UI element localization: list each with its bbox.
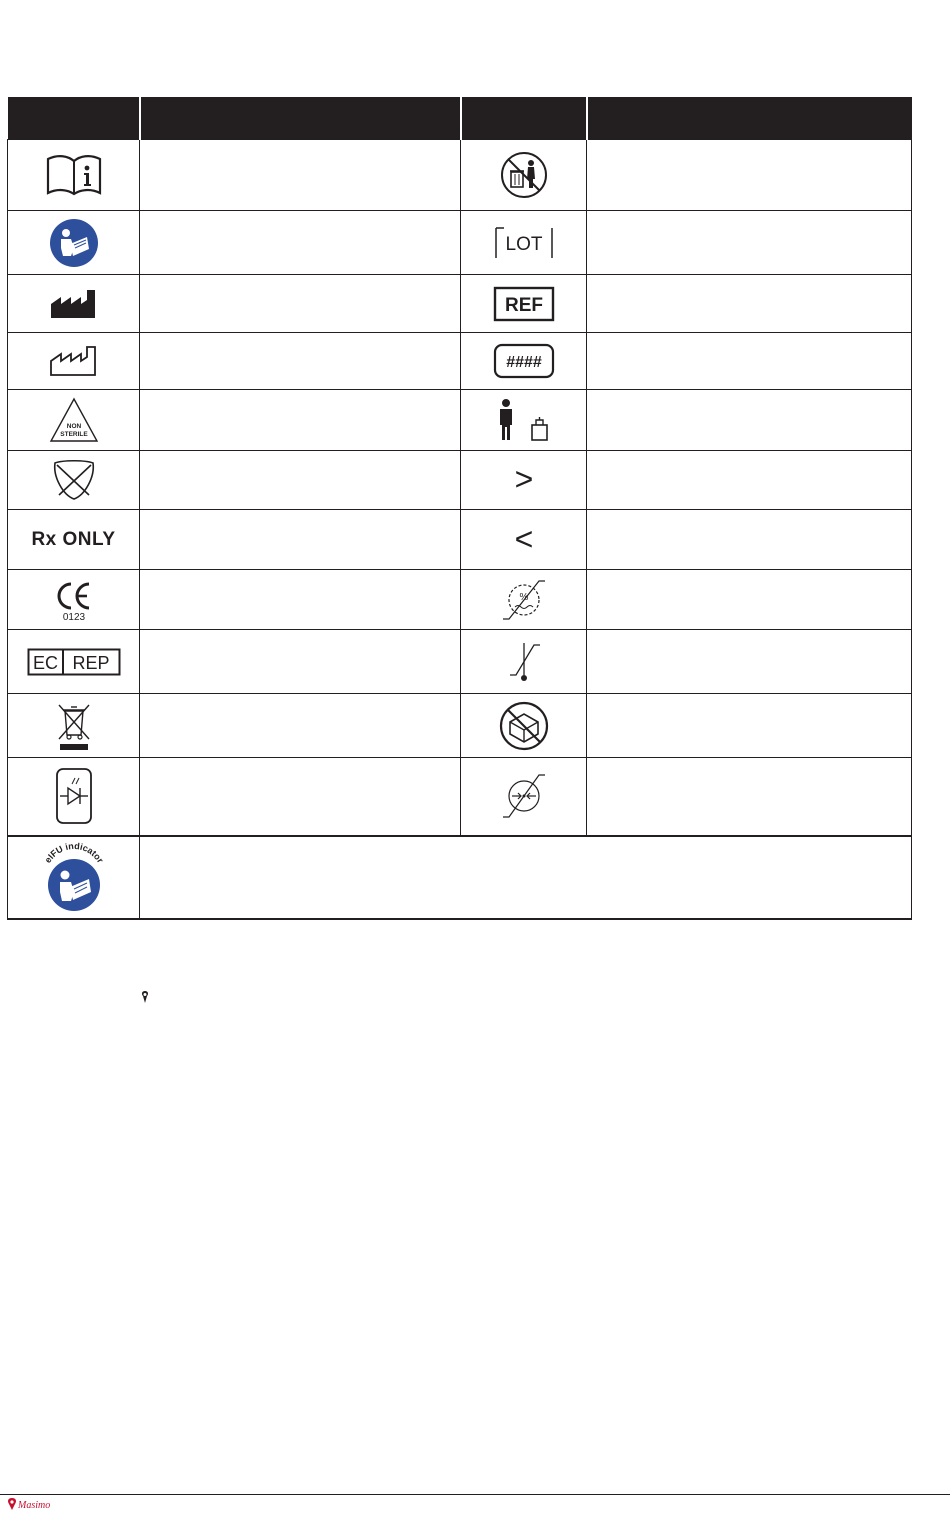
- table-row: [8, 390, 912, 451]
- masimo-small-mark-icon: [140, 990, 150, 1004]
- description-cell: [587, 451, 912, 510]
- do-not-use-if-damaged-icon: [498, 700, 550, 752]
- svg-text:NON: NON: [66, 423, 81, 430]
- consult-instructions-icon: [44, 153, 104, 197]
- table-row: [8, 451, 912, 510]
- weee-disposal-icon: [54, 701, 94, 751]
- symbol-cell: [461, 333, 587, 390]
- lot-code-icon: [494, 226, 554, 260]
- table-row: [8, 140, 912, 211]
- temperature-limit-icon: [504, 639, 544, 685]
- svg-text:eIFU indicator: eIFU indicator: [42, 840, 105, 865]
- description-cell: [587, 390, 912, 451]
- table-row: [8, 836, 912, 919]
- symbol-cell: [8, 451, 140, 510]
- description-cell: [140, 451, 461, 510]
- symbol-cell: [461, 510, 587, 570]
- greater-than-icon: [509, 463, 539, 497]
- symbol-cell: [461, 630, 587, 694]
- description-cell: [587, 333, 912, 390]
- symbol-cell: [461, 570, 587, 630]
- svg-text:>: >: [514, 463, 533, 497]
- follow-instructions-icon: [49, 218, 99, 268]
- symbol-cell: [461, 275, 587, 333]
- symbol-cell: [8, 510, 140, 570]
- symbol-cell: [461, 694, 587, 758]
- table-row: [8, 510, 912, 570]
- description-cell: [140, 275, 461, 333]
- svg-text:REF: REF: [504, 294, 543, 316]
- description-cell: [140, 510, 461, 570]
- table-row: [8, 211, 912, 275]
- symbol-cell: [8, 275, 140, 333]
- description-cell: [587, 140, 912, 211]
- table-row: [8, 333, 912, 390]
- header-description-1: [140, 97, 461, 140]
- non-sterile-icon: [49, 397, 99, 443]
- humidity-limitation-icon: [501, 577, 547, 623]
- light-emitting-diode-icon: [54, 766, 94, 826]
- table-header-row: [8, 97, 912, 140]
- symbol-cell: [8, 694, 140, 758]
- description-cell: [140, 758, 461, 836]
- symbol-cell: [8, 211, 140, 275]
- do-not-discard-icon: [499, 150, 549, 200]
- symbol-cell: [8, 836, 140, 919]
- svg-text:Masimo: Masimo: [18, 1500, 50, 1511]
- description-cell: [587, 510, 912, 570]
- symbol-cell: [461, 390, 587, 451]
- table-row: [8, 570, 912, 630]
- svg-text:%: %: [519, 591, 528, 603]
- less-than-icon: [509, 523, 539, 557]
- efu-indicator-icon: [38, 839, 110, 915]
- description-cell: [140, 694, 461, 758]
- ce-mark-icon: [49, 578, 99, 622]
- symbol-cell: [8, 570, 140, 630]
- svg-text:0123: 0123: [62, 611, 85, 622]
- atmospheric-pressure-limitation-icon: [501, 771, 547, 821]
- symbol-cell: [8, 140, 140, 211]
- masimo-logo-icon: [6, 1497, 50, 1511]
- symbol-cell: [461, 451, 587, 510]
- description-cell: [587, 758, 912, 836]
- footer-divider: [0, 1494, 950, 1495]
- model-number-icon: [493, 343, 555, 379]
- description-cell: [587, 694, 912, 758]
- symbol-cell: [461, 211, 587, 275]
- svg-text:<: <: [514, 522, 533, 557]
- catalogue-number-icon: [493, 286, 555, 322]
- symbol-cell: [8, 390, 140, 451]
- description-cell: [587, 570, 912, 630]
- svg-text:REP: REP: [71, 652, 110, 673]
- header-description-2: [587, 97, 912, 140]
- description-cell: [140, 211, 461, 275]
- symbol-cell: [8, 333, 140, 390]
- ec-rep-icon: [27, 648, 121, 676]
- description-cell: [140, 333, 461, 390]
- symbol-cell: [461, 758, 587, 836]
- svg-text:STERILE: STERILE: [59, 431, 88, 438]
- svg-text:####: ####: [505, 354, 542, 371]
- description-cell: [140, 570, 461, 630]
- description-cell: [587, 211, 912, 275]
- rx-only-icon: Rx ONLY: [31, 528, 116, 550]
- table-row: [8, 694, 912, 758]
- patient-weight-icon: [494, 398, 554, 442]
- description-cell: [140, 836, 912, 919]
- description-cell: [140, 390, 461, 451]
- header-symbol-2: [461, 97, 587, 140]
- table-row: [8, 758, 912, 836]
- svg-text:LOT: LOT: [505, 233, 542, 255]
- symbol-cell: [8, 758, 140, 836]
- description-cell: [140, 630, 461, 694]
- table-row: [8, 630, 912, 694]
- description-cell: [140, 140, 461, 211]
- date-of-manufacture-icon: [49, 345, 99, 377]
- not-made-with-latex-icon: [51, 459, 97, 501]
- table-row: [8, 275, 912, 333]
- header-symbol-1: [8, 97, 140, 140]
- description-cell: [587, 630, 912, 694]
- symbols-table: [7, 97, 912, 920]
- description-cell: [587, 275, 912, 333]
- symbol-cell: [8, 630, 140, 694]
- symbol-cell: [461, 140, 587, 211]
- manufacturer-icon: [49, 288, 99, 320]
- svg-text:EC: EC: [32, 652, 58, 673]
